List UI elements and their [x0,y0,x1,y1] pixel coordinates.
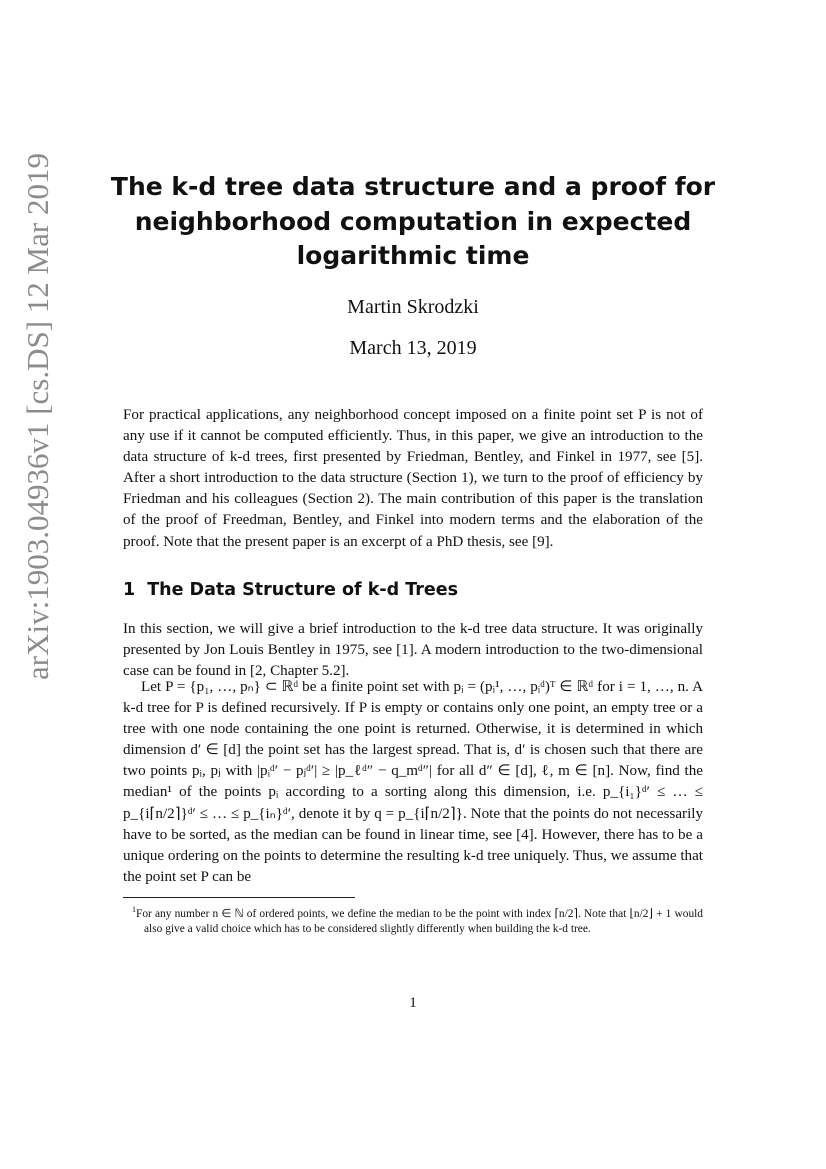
section-title: The Data Structure of k-d Trees [147,580,459,600]
page-number: 1 [409,995,417,1011]
footnote [123,902,703,938]
author-name: Martin Skrodzki [347,296,479,318]
abstract: For practical applications, any neighborhood concept imposed on a finite point set P is not of any use if it cannot be computed efficiently. Thus, in this paper, we give an introduction to the data structure of k-d trees, first presented by Friedman, Bentley, and Finkel in 1977, see [5]. After a short introduction to the data structure (Section 1), we turn to the proof of efficiency by Friedman and his colleagues (Section 2). The main contribution of this paper is the translation of the proof of Freedman, Bentley, and Finkel into modern terms and the elaboration of the proof. Note that the present paper is an excerpt of a PhD thesis, see [9]. [123,407,703,550]
footnote-divider [123,897,355,898]
footnote-text: For any number n ∈ ℕ of ordered points, we define the median to be the point with index ⌈n/2⌉. Note that ⌊n/2⌋ + 1 would also give a valid choice which has to be considered slightly differently when building the k-d tree. [136,907,703,936]
arxiv-identifier-text: arXiv:1903.04936v1 [cs.DS] 12 Mar 2019 [20,153,55,680]
publication-date: March 13, 2019 [349,337,477,359]
section-number: 1 [123,580,136,600]
body-paragraph: Let P = {p₁, …, pₙ} ⊂ ℝᵈ be a finite point set with pᵢ = (pᵢ¹, …, pᵢᵈ)ᵀ ∈ ℝᵈ for i = 1, …, n. A k-d tree for P is defined recursively. If P is empty or contains only one point, an empty tree or a tree with one node containing the one point is returned. Otherwise, it is determined in which dimension d′ ∈ [d] the point set has the largest spread. That is, d′ is chosen such that there are two points pᵢ, pⱼ with |pᵢᵈ′ − pⱼᵈ′| ≥ |p_ℓᵈ″ − q_mᵈ″| for all d″ ∈ [d], ℓ, m ∈ [n]. Now, find the median¹ of the points pᵢ according to a sorting along this dimension, i.e. p_{i₁}ᵈ′ ≤ … ≤ p_{i⌈n/2⌉}ᵈ′ ≤ … ≤ p_{iₙ}ᵈ′, denote it by q = p_{i⌈n/2⌉}. Note that the points do not necessarily have to be sorted, as the median can be found in linear time, see [4]. However, there has to be a unique ordering on the points to determine the resulting k-d tree uniquely. Thus, we assume that the point set P can be [123,679,703,885]
section-heading [123,580,458,600]
footnote-mark: 1 [132,905,136,914]
body-paragraph: In this section, we will give a brief introduction to the k-d tree data structure. It was originally presented by Jon Louis Bentley in 1975, see [1]. A modern introduction to the two-dimensional case can be found in [2, Chapter 5.2]. [123,621,703,680]
paper-title: The k-d tree data structure and a proof for neighborhood computation in expected logarithmic time [110,172,716,270]
